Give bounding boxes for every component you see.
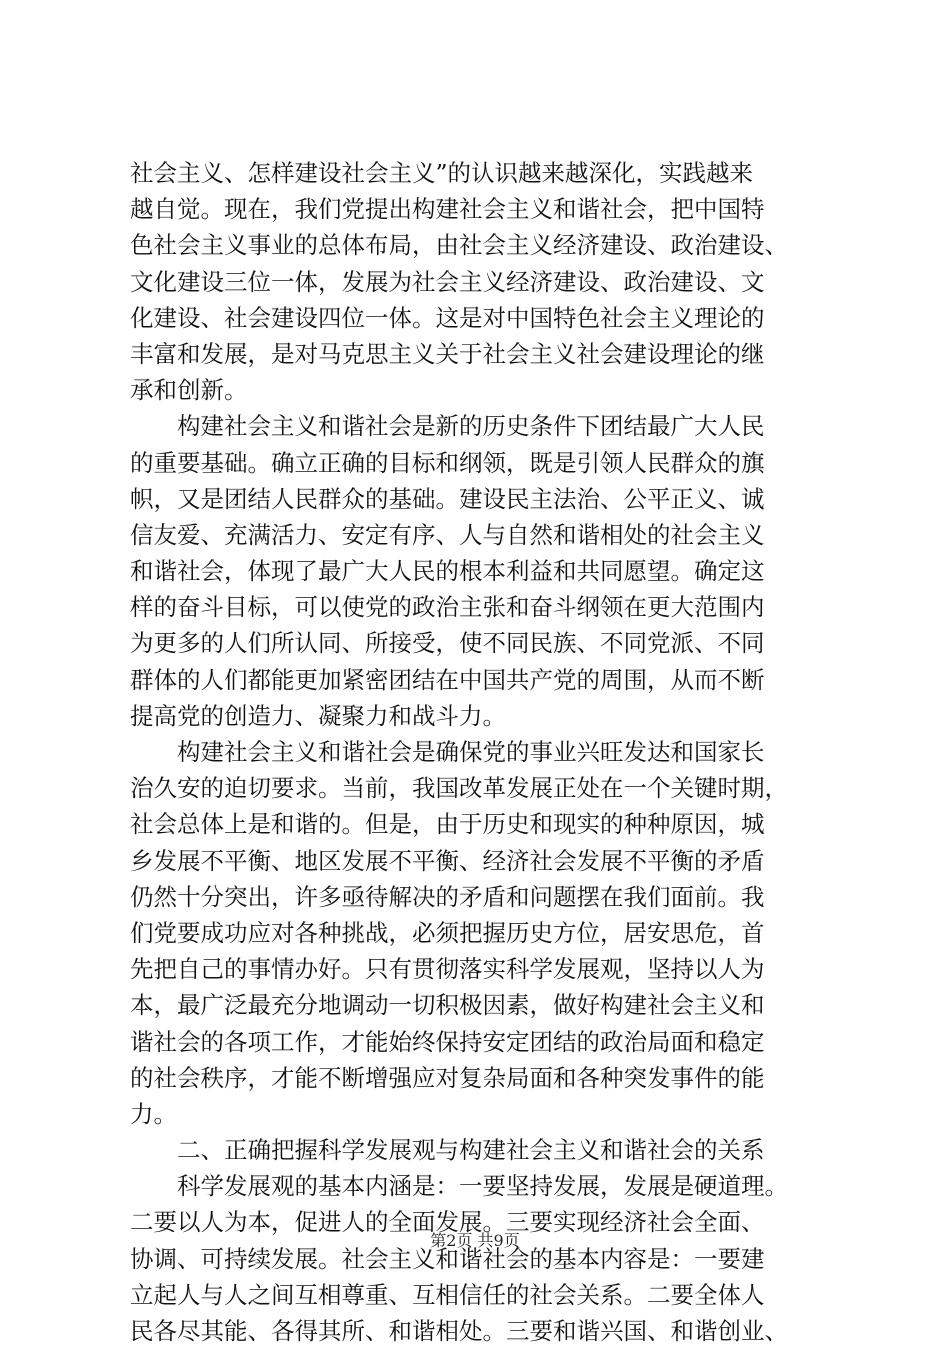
text-line: 协调、可持续发展。社会主义和谐社会的基本内容是：一要建 — [130, 1244, 765, 1273]
text-line: 先把自己的事情办好。只有贯彻落实科学发展观，坚持以人为 — [130, 955, 765, 984]
text-line: 治久安的迫切要求。当前，我国改革发展正处在一个关键时期， — [130, 774, 788, 803]
text-line: 的社会秩序，才能不断增强应对复杂局面和各种突发事件的能 — [130, 1063, 765, 1092]
text-line: 仍然十分突出，许多亟待解决的矛盾和问题摆在我们面前。我 — [130, 882, 765, 911]
text-line: 民各尽其能、各得其所、和谐相处。三要和谐兴国、和谐创业、 — [130, 1317, 788, 1345]
text-line: 本，最广泛最充分地调动一切积极因素，做好构建社会主义和 — [130, 991, 765, 1020]
body-text — [130, 155, 850, 1349]
page-number-footer: 第2页 共9页 — [430, 1231, 520, 1250]
text-line: 的重要基础。确立正确的目标和纲领，既是引领人民群众的旗 — [130, 448, 765, 477]
text-line: 丰富和发展，是对马克思主义关于社会主义社会建设理论的继 — [130, 339, 765, 368]
text-line: 们党要成功应对各种挑战，必须把握历史方位，居安思危，首 — [130, 918, 765, 947]
text-line: 提高党的创造力、凝聚力和战斗力。 — [130, 701, 506, 730]
text-line: 科学发展观的基本内涵是：一要坚持发展，发展是硬道理。 — [177, 1172, 788, 1201]
text-line: 化建设、社会建设四位一体。这是对中国特色社会主义理论的 — [130, 303, 765, 332]
text-line: 为更多的人们所认同、所接受，使不同民族、不同党派、不同 — [130, 629, 765, 658]
text-line: 乡发展不平衡、地区发展不平衡、经济社会发展不平衡的矛盾 — [130, 846, 765, 875]
text-line: 二要以人为本，促进人的全面发展。三要实现经济社会全面、 — [130, 1208, 765, 1237]
text-line: 力。 — [130, 1099, 177, 1128]
text-line: 群体的人们都能更加紧密团结在中国共产党的周围，从而不断 — [130, 665, 765, 694]
text-line: 社会总体上是和谐的。但是，由于历史和现实的种种原因，城 — [130, 810, 765, 839]
text-line: 帜，又是团结人民群众的基础。建设民主法治、公平正义、诚 — [130, 484, 765, 513]
text-line: 二、正确把握科学发展观与构建社会主义和谐社会的关系 — [177, 1136, 765, 1165]
text-line: 社会主义、怎样建设社会主义”的认识越来越深化，实践越来 — [130, 159, 754, 187]
text-line: 和谐社会，体现了最广大人民的根本利益和共同愿望。确定这 — [130, 557, 765, 586]
text-line: 色社会主义事业的总体布局，由社会主义经济建设、政治建设、 — [130, 231, 788, 260]
text-line: 样的奋斗目标，可以使党的政治主张和奋斗纲领在更大范围内 — [130, 593, 765, 622]
text-line: 信友爱、充满活力、安定有序、人与自然和谐相处的社会主义 — [130, 520, 765, 549]
text-line: 越自觉。现在，我们党提出构建社会主义和谐社会，把中国特 — [130, 195, 765, 224]
text-line: 构建社会主义和谐社会是确保党的事业兴旺发达和国家长 — [177, 738, 765, 766]
text-line: 立起人与人之间互相尊重、互相信任的社会关系。二要全体人 — [130, 1280, 765, 1309]
text-line: 谐社会的各项工作，才能始终保持安定团结的政治局面和稳定 — [130, 1027, 765, 1056]
text-line: 承和创新。 — [130, 376, 248, 405]
text-line: 文化建设三位一体，发展为社会主义经济建设、政治建设、文 — [130, 267, 765, 296]
text-line: 构建社会主义和谐社会是新的历史条件下团结最广大人民 — [177, 412, 765, 441]
